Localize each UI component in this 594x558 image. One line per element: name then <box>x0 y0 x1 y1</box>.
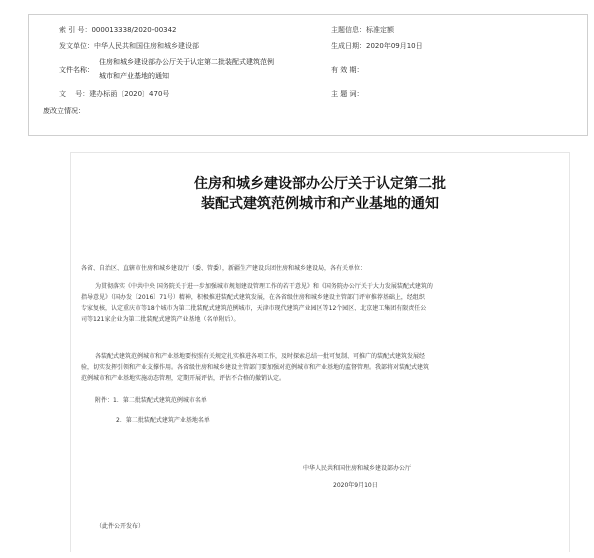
paragraph-2-line2: 验，切实发挥引领和产业支撑作用。各省级住房和城乡建设主管部门要加强对范例城市和产业基地的监督管理。我部将对装配式建筑 <box>81 364 430 371</box>
index-number-label: 索 引 号： <box>59 26 92 34</box>
topic-row <box>331 25 394 35</box>
docname-value-line2: 城市和产业基地的通知 <box>99 72 169 80</box>
public-release-note: （此件公开发布） <box>96 523 145 530</box>
issuer-value: 中华人民共和国住房和城乡建设部 <box>94 42 199 50</box>
document-body <box>70 152 570 552</box>
date-label: 生成日期： <box>331 42 366 50</box>
docno-value: 建办标函〔2020〕470号 <box>89 90 170 98</box>
paragraph-1-line2: 指导意见》（国办发〔2016〕71号）精神，积极推进装配式建筑发展，在各省级住房和城乡建设主管部门评审推荐基础上，经组织 <box>81 294 425 301</box>
date-row <box>331 41 423 51</box>
signature-organization: 中华人民共和国住房和城乡建设部办公厅 <box>303 465 412 472</box>
issuer-row <box>59 41 199 51</box>
paragraph-1-line3: 专家复核，认定重庆市等18个城市为第二批装配式建筑范例城市，天津市现代建筑产业园区等12个园区、北京建工集团有限责任公 <box>81 305 427 312</box>
keywords-label: 主 题 词： <box>331 90 364 98</box>
disclosure-label: 废改立情况： <box>43 107 85 115</box>
date-value: 2020年09月10日 <box>366 42 423 50</box>
issuer-label: 发文单位： <box>59 42 94 50</box>
docno-label: 文 号： <box>59 90 90 98</box>
signature-date: 2020年9月10日 <box>333 482 378 489</box>
paragraph-2-line1: 各装配式建筑范例城市和产业基地要按照有关规定扎实推进各项工作，及时探索总结一批可复制、可推广的装配式建筑发展经 <box>95 353 426 360</box>
paragraph-1-line1: 为贯彻落实《中共中央 国务院关于进一步加强城市规划建设管理工作的若干意见》和《国务院办公厅关于大力发展装配式建筑的 <box>95 283 433 290</box>
docno-row <box>59 89 169 99</box>
document-title-line2: 装配式建筑范例城市和产业基地的通知 <box>201 196 439 212</box>
index-number-row <box>59 25 177 35</box>
paragraph-2-line3: 范例城市和产业基地实施动态管理，定期开展评估，评估不合格的撤销认定。 <box>81 375 286 382</box>
attachment-2: 2．第二批装配式建筑产业基地名单 <box>116 417 210 424</box>
document-title-line1: 住房和城乡建设部办公厅关于认定第二批 <box>194 176 446 192</box>
docname-label: 文件名称： <box>59 66 94 74</box>
docname-value-line1: 住房和城乡建设部办公厅关于认定第二批装配式建筑范例 <box>99 58 274 66</box>
document-metadata-panel <box>28 14 588 136</box>
topic-value: 标准定额 <box>366 26 394 34</box>
validity-label: 有 效 期： <box>331 66 364 74</box>
topic-label: 主题信息： <box>331 26 366 34</box>
addressee-line: 各省、自治区、直辖市住房和城乡建设厅（委、管委），新疆生产建设兵团住房和城乡建设局，各有关单位： <box>81 265 367 272</box>
index-number-value: 000013338/2020-00342 <box>91 26 177 34</box>
attachment-1: 附件：1．第二批装配式建筑范例城市名单 <box>95 397 207 404</box>
paragraph-1-line4: 司等121家企业为第二批装配式建筑产业基地（名单附后）。 <box>81 316 240 323</box>
